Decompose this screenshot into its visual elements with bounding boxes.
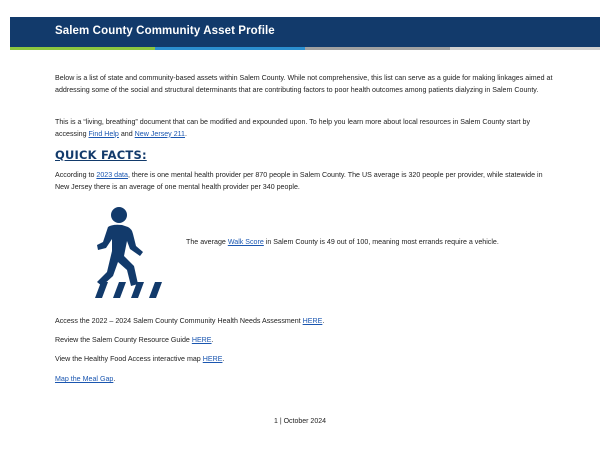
text-span: This is a “living, breathing” document that can be modified and expounded upon. To help you learn more about local resources in Salem County start by accessing bbox=[55, 118, 531, 138]
page-footer: 1 | October 2024 bbox=[273, 418, 327, 425]
find-help-link[interactable]: Find Help bbox=[88, 129, 119, 138]
living-document-paragraph bbox=[55, 117, 555, 140]
text-span: . bbox=[211, 336, 214, 344]
2023-data-link[interactable]: 2023 data bbox=[96, 171, 128, 179]
mental-health-fact bbox=[55, 170, 555, 193]
text-span: Access the 2022 – 2024 Salem County Community Health Needs Assessment bbox=[55, 317, 303, 325]
stripe-light-gray bbox=[450, 47, 600, 50]
chna-line bbox=[55, 316, 324, 328]
text-span: and bbox=[118, 129, 135, 138]
meal-gap-line bbox=[55, 374, 115, 386]
text-span: , there is one mental health provider per 870 people in Salem County. The US average is 320 people per provider, while statewide in New Jersey there is an average of one mental health provider per 340 people. bbox=[55, 171, 543, 191]
stripe-gray bbox=[305, 47, 450, 50]
walk-score-link[interactable]: Walk Score bbox=[227, 238, 264, 246]
new-jersey-211-link[interactable]: New Jersey 211 bbox=[134, 129, 186, 138]
text-span: Review the Salem County Resource Guide bbox=[55, 336, 192, 344]
stripe-green bbox=[10, 47, 155, 50]
text-span: According to bbox=[55, 171, 97, 179]
food-access-line bbox=[55, 354, 224, 366]
page-title: Salem County Community Asset Profile bbox=[55, 25, 275, 37]
map-meal-gap-link[interactable]: Map the Meal Gap bbox=[55, 375, 114, 383]
text-span: The average bbox=[186, 238, 228, 246]
header-stripes bbox=[10, 47, 600, 50]
text-span: View the Healthy Food Access interactive map bbox=[55, 355, 203, 363]
pedestrian-crossing-icon bbox=[90, 206, 168, 302]
quick-facts-heading: QUICK FACTS: bbox=[55, 148, 147, 162]
stripe-blue bbox=[155, 47, 305, 50]
resource-guide-here-link[interactable]: HERE bbox=[191, 336, 212, 344]
page-header bbox=[10, 17, 600, 47]
chna-here-link[interactable]: HERE bbox=[302, 317, 323, 325]
text-span: . bbox=[322, 317, 325, 325]
text-span: . bbox=[185, 129, 187, 138]
resource-guide-line bbox=[55, 335, 214, 347]
intro-paragraph: Below is a list of state and community-based assets within Salem County. While not comprehensive, this list can serve as a guide for making linkages aimed at addressing some of the social and structural determinants that are contributing factors to poor health outcomes among patients dialyzing in Salem County. bbox=[55, 74, 553, 94]
text-span: . bbox=[113, 375, 116, 383]
walk-score-fact bbox=[186, 237, 499, 249]
text-span: . bbox=[222, 355, 225, 363]
text-span: in Salem County is 49 out of 100, meaning most errands require a vehicle. bbox=[263, 238, 499, 246]
food-access-here-link[interactable]: HERE bbox=[202, 355, 223, 363]
